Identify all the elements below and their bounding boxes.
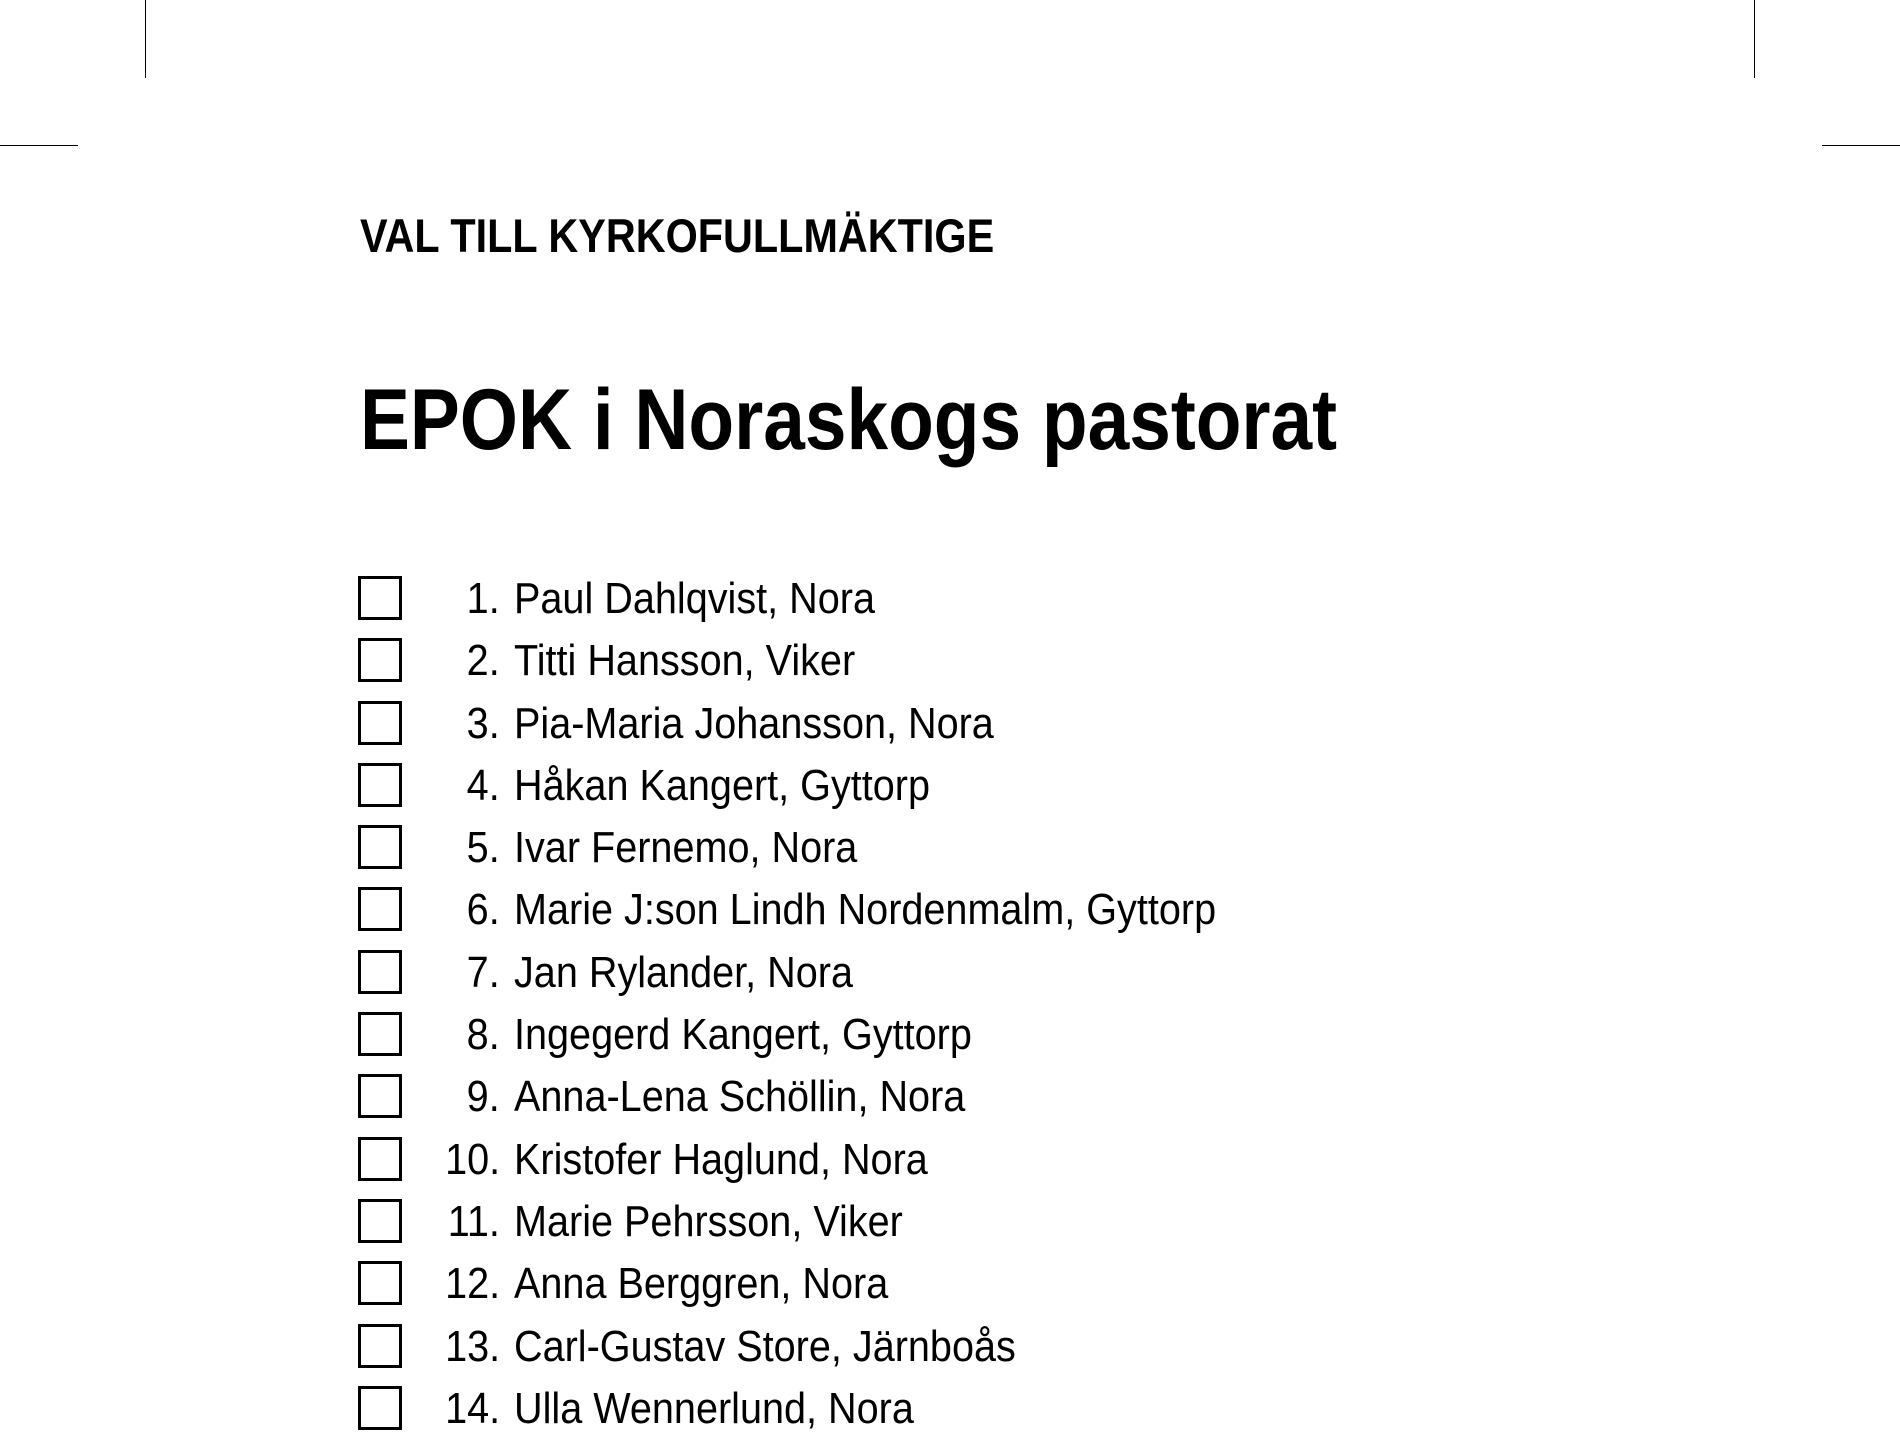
candidate-number: 4.: [466, 760, 500, 810]
candidate-number: 11.: [447, 1196, 500, 1246]
candidate-number: 8.: [466, 1010, 500, 1060]
candidate-row: [358, 822, 1558, 884]
candidate-row: [358, 884, 1558, 946]
candidate-name: Titti Hansson, Viker: [514, 636, 856, 686]
candidate-name: Ivar Fernemo, Nora: [514, 823, 858, 873]
candidate-name: Carl-Gustav Store, Järnboås: [514, 1321, 1016, 1371]
candidate-name: Kristofer Haglund, Nora: [514, 1134, 928, 1184]
candidate-row: [358, 1009, 1558, 1071]
candidate-number: 14.: [444, 1383, 500, 1433]
candidate-row: [358, 698, 1558, 760]
candidate-name: Marie J:son Lindh Nordenmalm, Gyttorp: [514, 885, 1217, 935]
candidate-number: 10.: [444, 1134, 500, 1184]
candidate-number: 2.: [466, 636, 500, 686]
crop-mark-top-right: [1754, 0, 1755, 78]
candidate-number: 7.: [466, 947, 500, 997]
candidate-number: 12.: [444, 1259, 500, 1309]
candidate-number: 13.: [444, 1321, 500, 1371]
candidate-name: Anna-Lena Schöllin, Nora: [514, 1072, 966, 1122]
candidate-number: 1.: [466, 574, 500, 623]
candidate-name: Anna Berggren, Nora: [514, 1259, 889, 1309]
candidate-number: 6.: [466, 885, 500, 935]
ballot-title: EPOK i Noraskogs pastorat: [360, 372, 1338, 468]
candidate-row: [358, 635, 1558, 697]
candidate-name: Jan Rylander, Nora: [514, 947, 853, 997]
candidate-name: Ingegerd Kangert, Gyttorp: [514, 1010, 972, 1060]
candidate-name: Pia-Maria Johansson, Nora: [514, 698, 994, 748]
ballot-header: VAL TILL KYRKOFULLMÄKTIGE: [360, 209, 995, 262]
candidate-row: [358, 1071, 1558, 1133]
candidate-number: 3.: [466, 698, 500, 748]
crop-mark-left: [0, 145, 78, 146]
candidate-row: [358, 760, 1558, 822]
candidate-name: Marie Pehrsson, Viker: [514, 1196, 903, 1246]
candidate-row: [358, 573, 1558, 635]
candidate-row: [358, 1321, 1558, 1383]
candidate-number: 5.: [466, 823, 500, 873]
candidate-number: 9.: [466, 1072, 500, 1122]
candidate-name: Paul Dahlqvist, Nora: [514, 574, 875, 623]
candidate-row: [358, 1196, 1558, 1258]
candidate-row: [358, 1383, 1558, 1445]
candidate-row: [358, 1258, 1558, 1320]
candidate-name: Håkan Kangert, Gyttorp: [514, 760, 931, 810]
candidate-row: [358, 947, 1558, 1009]
crop-mark-top-left: [145, 0, 146, 78]
candidate-row: [358, 1134, 1558, 1196]
candidate-list: [358, 573, 1558, 1445]
candidate-name: Ulla Wennerlund, Nora: [514, 1383, 914, 1433]
crop-mark-right: [1822, 145, 1900, 146]
